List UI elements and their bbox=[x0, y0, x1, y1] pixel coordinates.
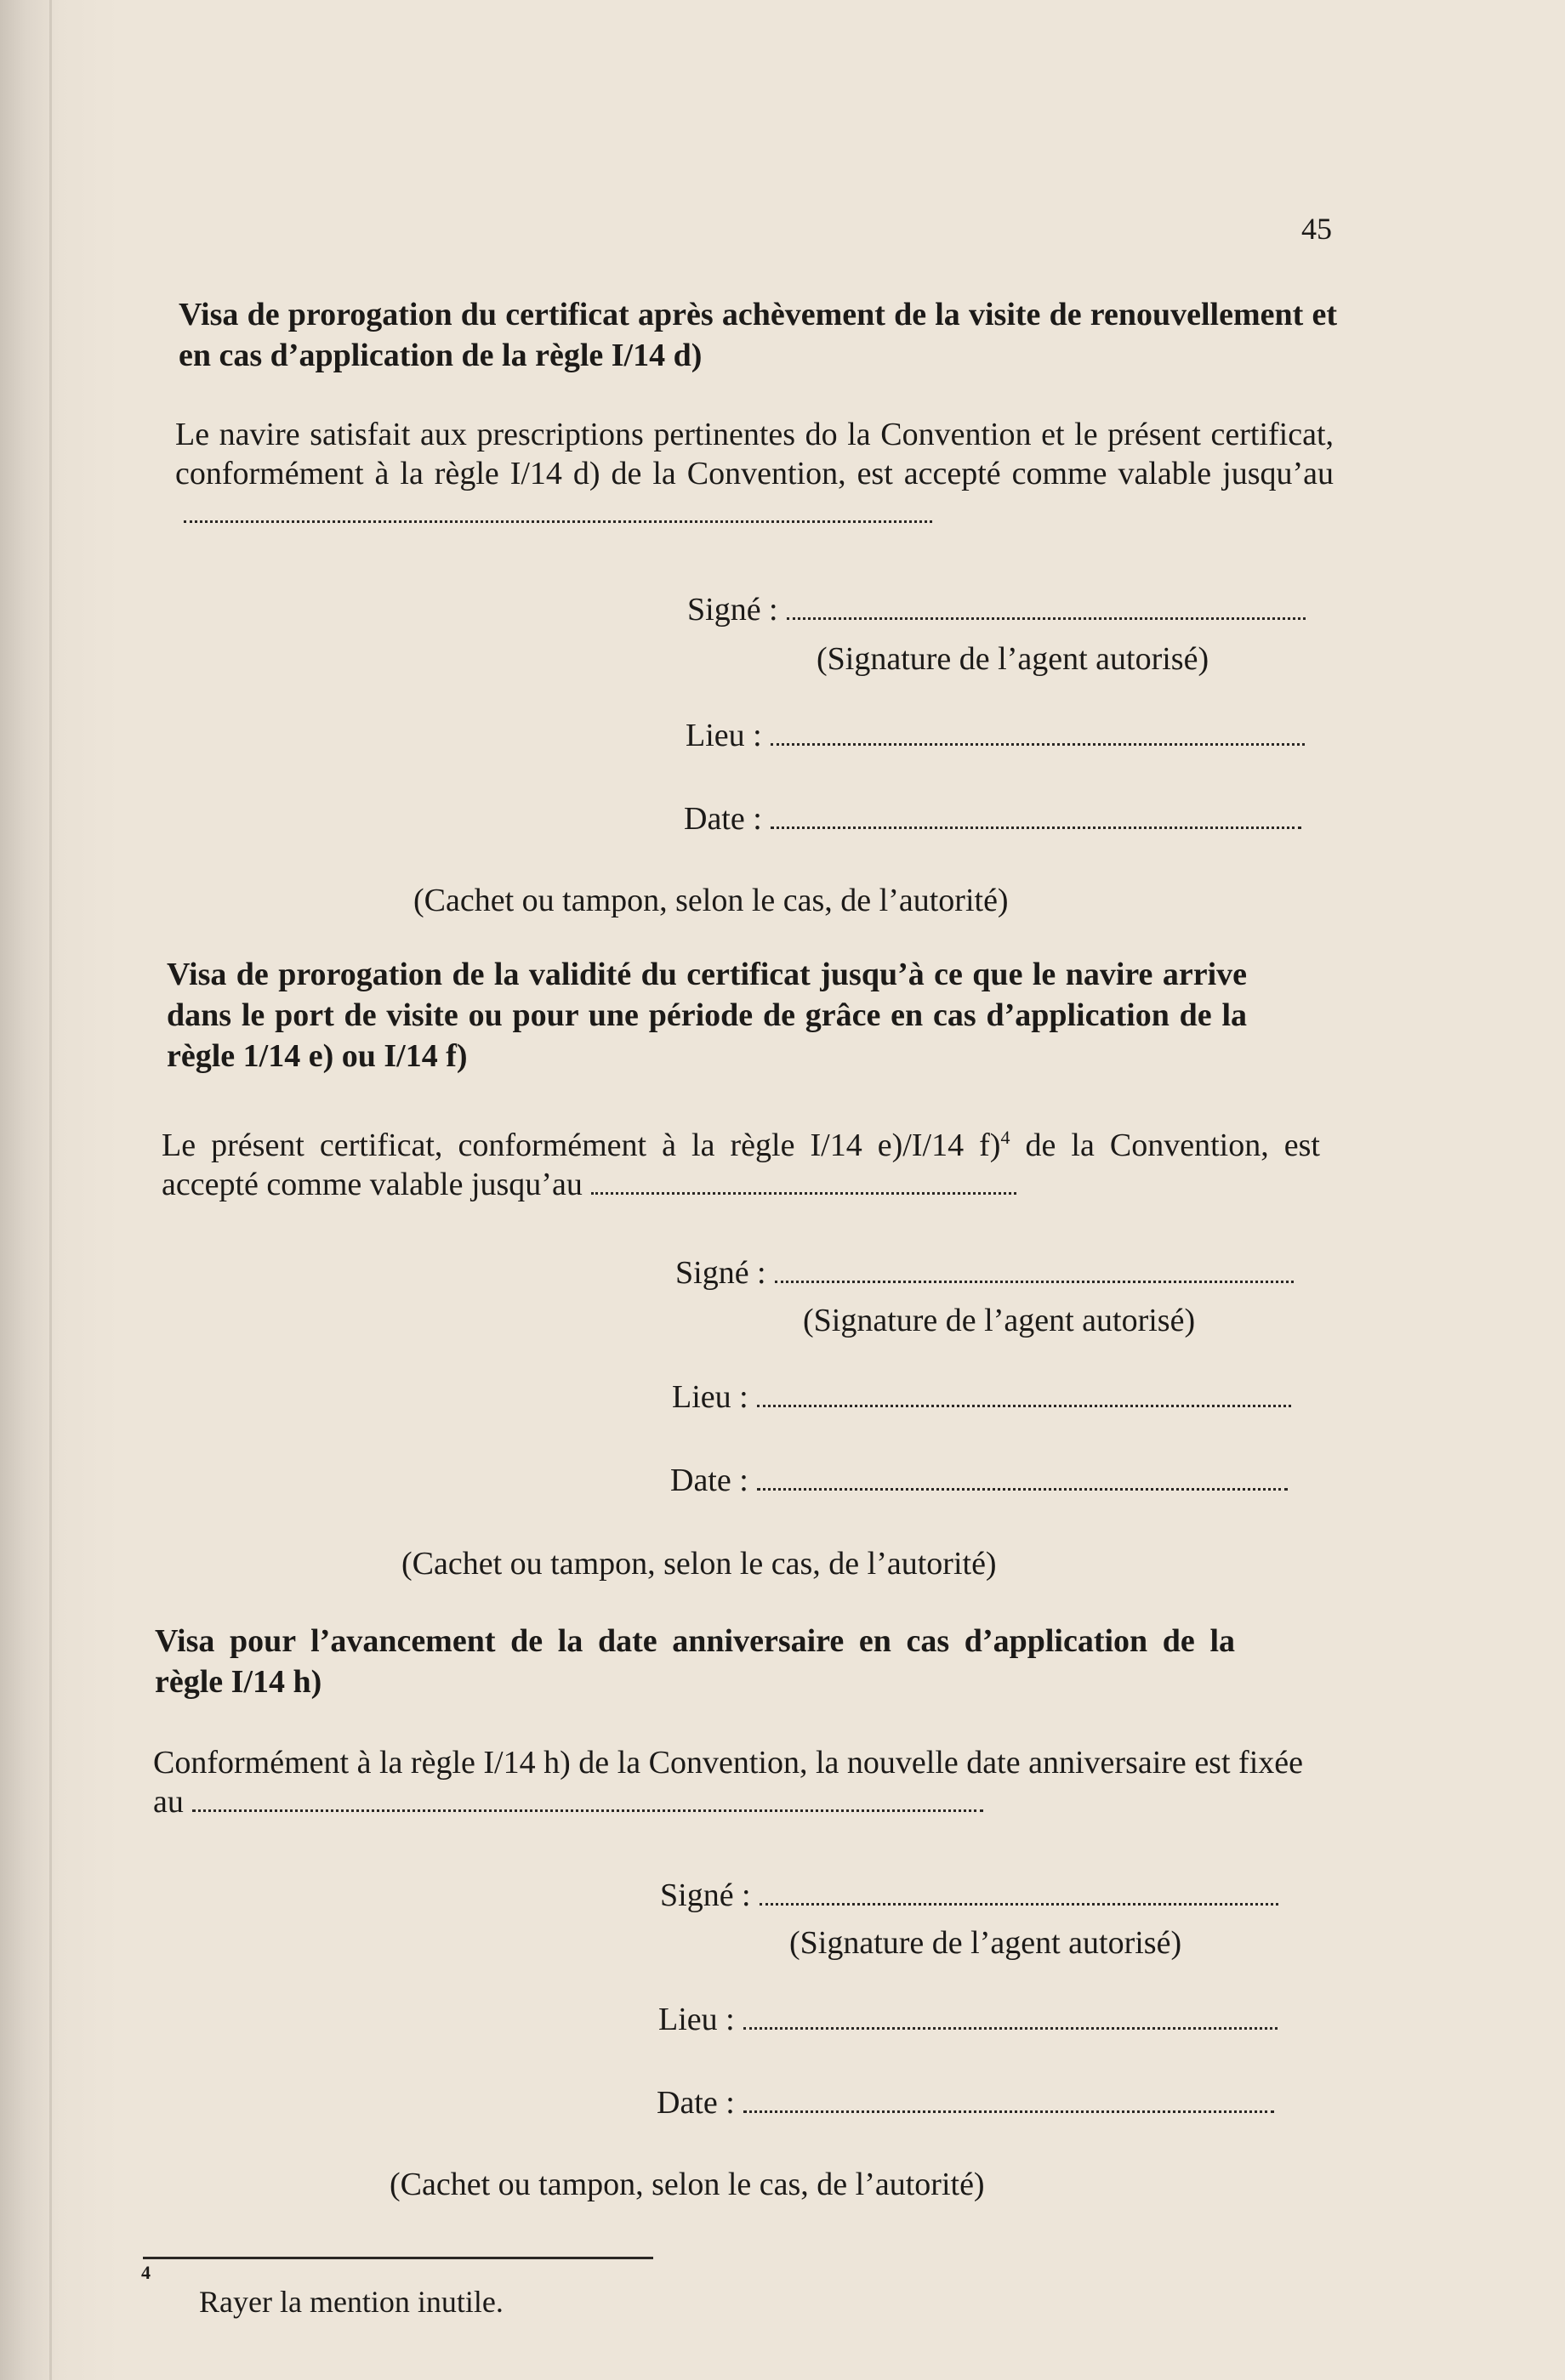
place-field bbox=[743, 2027, 1278, 2030]
signature-field bbox=[775, 1281, 1294, 1283]
footnote-mark: 4 bbox=[141, 2262, 151, 2283]
footnote-reference: 4 bbox=[1000, 1127, 1010, 1148]
date-label: Date : bbox=[657, 2085, 735, 2121]
section-2-paragraph bbox=[162, 1126, 1320, 1204]
section-2-place-row bbox=[672, 1377, 1291, 1417]
page-number: 45 bbox=[1301, 212, 1332, 246]
signed-label: Signé : bbox=[660, 1877, 751, 1913]
place-label: Lieu : bbox=[686, 718, 762, 753]
valid-until-field bbox=[591, 1192, 1016, 1195]
date-field bbox=[757, 1488, 1288, 1491]
section-3-signed-row bbox=[660, 1876, 1278, 1915]
anniversary-date-field bbox=[192, 1809, 983, 1812]
section-3-date-row bbox=[657, 2083, 1274, 2122]
section-1-paragraph bbox=[175, 415, 1334, 532]
book-gutter bbox=[49, 0, 52, 2380]
signature-field bbox=[760, 1903, 1278, 1906]
section-2-signed-row bbox=[675, 1253, 1294, 1292]
section-1-place-row bbox=[686, 716, 1305, 755]
section-3-place-row bbox=[658, 2000, 1278, 2039]
section-1-paragraph-text: Le navire satisfait aux prescriptions pertinentes do la Convention et le présent certificat, conformément à la règle I/14 d) de la Convention, est accepté comme valable jusqu’au bbox=[175, 417, 1334, 491]
section-3-heading: Visa pour l’avancement de la date anniversaire en cas d’application de la règle I/14 h) bbox=[155, 1623, 1235, 1700]
date-field bbox=[771, 826, 1301, 829]
section-3-signature-caption: (Signature de l’agent autorisé) bbox=[789, 1925, 1182, 1961]
section-1-signature-caption: (Signature de l’agent autorisé) bbox=[817, 641, 1209, 677]
section-3-paragraph bbox=[153, 1743, 1303, 1821]
section-3-stamp: (Cachet ou tampon, selon le cas, de l’autorité) bbox=[390, 2167, 985, 2202]
section-2-paragraph-text-end: de la Convention, est accepté comme valable jusqu’au bbox=[162, 1128, 1320, 1202]
date-field bbox=[743, 2110, 1274, 2113]
date-label: Date : bbox=[684, 801, 762, 837]
signed-label: Signé : bbox=[675, 1255, 766, 1291]
section-1-stamp: (Cachet ou tampon, selon le cas, de l’autorité) bbox=[413, 883, 1009, 918]
section-1-date-row bbox=[684, 799, 1301, 838]
section-2-date-row bbox=[670, 1461, 1288, 1500]
signature-field bbox=[787, 617, 1306, 620]
place-field bbox=[757, 1405, 1291, 1407]
place-field bbox=[771, 743, 1305, 746]
footnote-separator bbox=[143, 2257, 653, 2259]
section-2-stamp: (Cachet ou tampon, selon le cas, de l’autorité) bbox=[401, 1546, 997, 1582]
section-2-signature-caption: (Signature de l’agent autorisé) bbox=[803, 1303, 1196, 1338]
date-label: Date : bbox=[670, 1463, 748, 1498]
signed-label: Signé : bbox=[687, 592, 778, 628]
section-2-paragraph-text-start: Le présent certificat, conformément à la règle I/14 e)/I/14 f) bbox=[162, 1128, 1001, 1163]
section-3-paragraph-text: Conformément à la règle I/14 h) de la Convention, la nouvelle date anniversaire est fixée au bbox=[153, 1745, 1303, 1820]
valid-until-field bbox=[184, 520, 932, 523]
place-label: Lieu : bbox=[658, 2002, 735, 2037]
section-1-heading: Visa de prorogation du certificat après achèvement de la visite de renouvellement et en cas d’application de la règle I/14 d) bbox=[179, 297, 1337, 373]
footnote-text: Rayer la mention inutile. bbox=[199, 2285, 504, 2319]
section-2-heading: Visa de prorogation de la validité du certificat jusqu’à ce que le navire arrive dans le port de visite ou pour une période de grâce en cas d’application de la règle 1/14 e) ou I/14 f) bbox=[167, 957, 1247, 1074]
place-label: Lieu : bbox=[672, 1379, 748, 1415]
section-1-signed-row bbox=[687, 590, 1306, 629]
